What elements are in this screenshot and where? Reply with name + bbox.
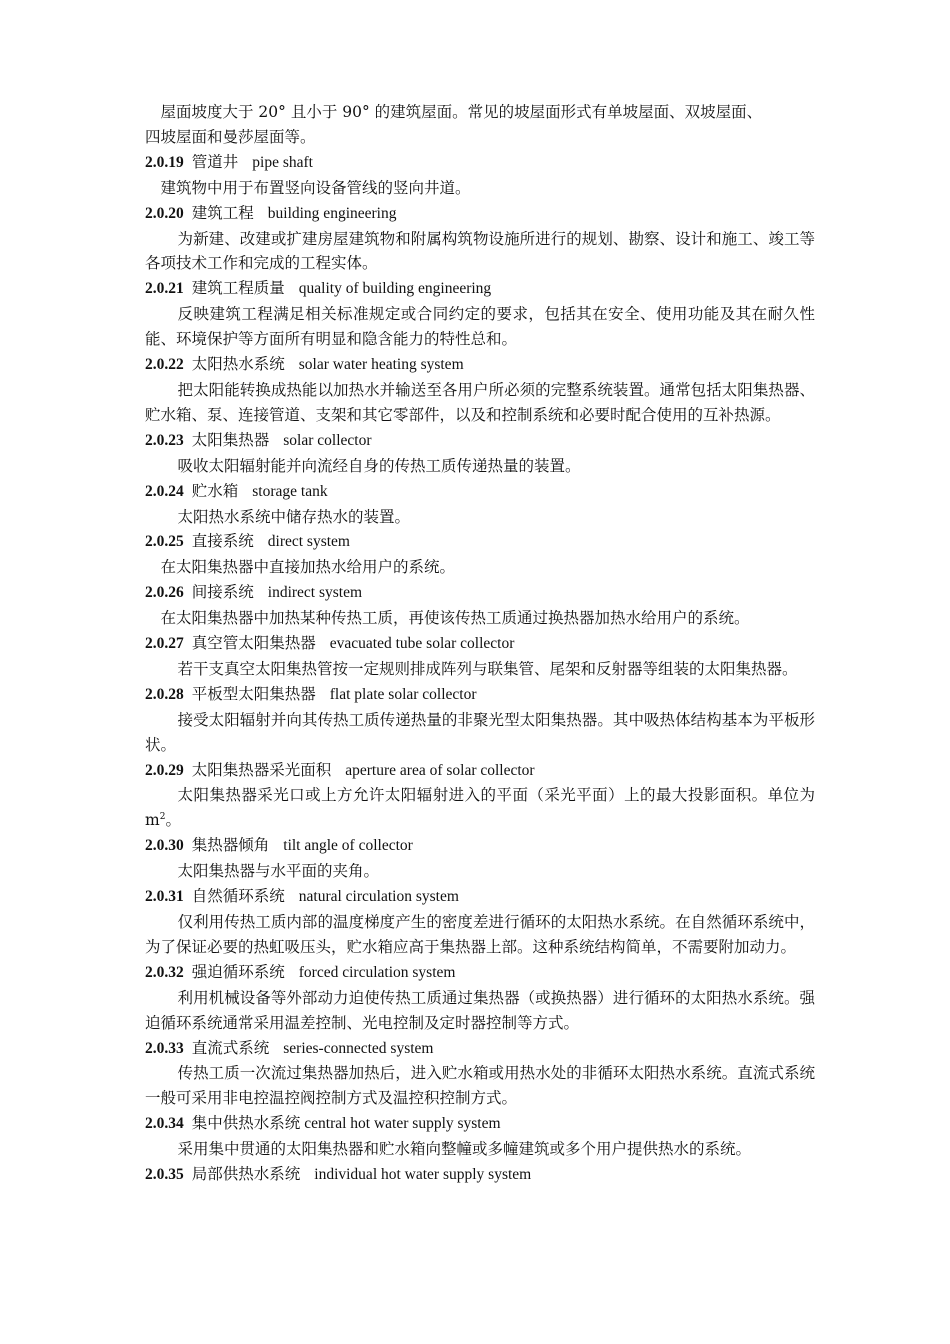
term-heading — [145, 352, 815, 378]
term-number: 2.0.25 — [145, 533, 184, 551]
term-heading — [145, 758, 815, 784]
term-english: evacuated tube solar collector — [329, 635, 515, 653]
term-definition: 利用机械设备等外部动力迫使传热工质通过集热器（或换热器）进行循环的太阳热水系统。强迫循环系统通常采用温差控制、光电控制及定时器控制等方式。 — [145, 988, 815, 1032]
term-definition: 在太阳集热器中加热某种传热工质，再使该传热工质通过换热器加热水给用户的系统。 — [160, 609, 750, 628]
term-definition: 为新建、改建或扩建房屋建筑物和附属构筑物设施所进行的规划、勘察、设计和施工、竣工等各项技术工作和完成的工程实体。 — [145, 229, 815, 273]
term-chinese: 间接系统 — [191, 583, 254, 602]
term-number: 2.0.23 — [145, 431, 184, 449]
term-definition: 仅利用传热工质内部的温度梯度产生的密度差进行循环的太阳热水系统。在自然循环系统中，为了保证必要的热虹吸压头，贮水箱应高于集热器上部。这种系统结构简单，不需要附加动力。 — [145, 913, 815, 956]
term-english: solar water heating system — [298, 356, 464, 374]
term-number: 2.0.19 — [145, 153, 184, 171]
term-heading — [145, 960, 815, 986]
term-number: 2.0.35 — [145, 1166, 184, 1184]
term-chinese: 建筑工程质量 — [191, 279, 285, 298]
term-chinese: 建筑工程 — [191, 203, 254, 222]
term-chinese: 直接系统 — [191, 532, 254, 551]
term-definition: 太阳热水系统中储存热水的装置。 — [177, 507, 411, 526]
term-chinese: 自然循环系统 — [191, 887, 285, 906]
term-english: series-connected system — [283, 1039, 434, 1057]
term-heading — [145, 884, 815, 910]
term-heading — [145, 529, 815, 555]
term-number: 2.0.31 — [145, 888, 184, 906]
term-number: 2.0.22 — [145, 356, 184, 374]
term-definition: 吸收太阳辐射能并向流经自身的传热工质传递热量的装置。 — [177, 456, 581, 475]
term-number: 2.0.27 — [145, 635, 184, 653]
term-number: 2.0.30 — [145, 837, 184, 855]
term-heading — [145, 428, 815, 454]
term-definition: 若干支真空太阳集热管按一定规则排成阵列与联集管、尾架和反射器等组装的太阳集热器。 — [177, 659, 798, 678]
term-chinese: 太阳热水系统 — [191, 355, 285, 374]
term-definition — [145, 783, 815, 833]
term-english: flat plate solar collector — [329, 685, 477, 703]
unit-superscript: 2 — [159, 812, 166, 823]
term-english: building engineering — [267, 204, 397, 222]
term-definition: 太阳集热器与水平面的夹角。 — [177, 862, 380, 881]
term-english: tilt angle of collector — [283, 837, 413, 855]
term-definition: 在太阳集热器中直接加热水给用户的系统。 — [160, 558, 456, 577]
intro-line-1: 屋面坡度大于 20° 且小于 90° 的建筑屋面。常见的坡屋面形式有单坡屋面、双坡屋面、 — [160, 103, 763, 121]
term-heading — [145, 276, 815, 302]
term-heading — [145, 1111, 815, 1137]
term-english: indirect system — [267, 584, 363, 602]
term-number: 2.0.24 — [145, 482, 184, 500]
term-number: 2.0.29 — [145, 761, 184, 779]
term-heading — [145, 1036, 815, 1062]
intro-line-2: 四坡屋面和曼莎屋面等。 — [145, 127, 316, 146]
term-chinese: 集热器倾角 — [191, 836, 270, 855]
term-english: central hot water supply system — [304, 1115, 501, 1133]
term-english: pipe shaft — [252, 153, 313, 171]
term-english: forced circulation system — [298, 963, 456, 981]
term-chinese: 太阳集热器 — [191, 430, 270, 449]
unit-tail: 。 — [165, 811, 181, 830]
term-chinese: 真空管太阳集热器 — [191, 634, 316, 653]
term-chinese: 局部供热水系统 — [191, 1165, 301, 1184]
term-definition: 传热工质一次流过集热器加热后，进入贮水箱或用热水处的非循环太阳热水系统。直流式系统一般可采用非电控温控阀控制方式及温控积控制方式。 — [145, 1064, 815, 1108]
term-english: storage tank — [252, 482, 328, 500]
term-number: 2.0.26 — [145, 584, 184, 602]
term-chinese: 平板型太阳集热器 — [191, 684, 316, 703]
document-page — [145, 100, 815, 1188]
term-number: 2.0.32 — [145, 963, 184, 981]
term-definition: 把太阳能转换成热能以加热水并输送至各用户所必须的完整系统装置。通常包括太阳集热器、贮水箱、泵、连接管道、支架和其它零部件，以及和控制系统和必要时配合使用的互补热源。 — [145, 380, 815, 424]
term-heading — [145, 580, 815, 606]
term-chinese: 集中供热水系统 — [191, 1114, 301, 1133]
term-english: natural circulation system — [298, 888, 459, 906]
term-definition: 接受太阳辐射并向其传热工质传递热量的非聚光型太阳集热器。其中吸热体结构基本为平板形状。 — [145, 710, 815, 754]
term-english: quality of building engineering — [298, 280, 492, 298]
term-chinese: 贮水箱 — [191, 481, 239, 500]
term-definition: 建筑物中用于布置竖向设备管线的竖向井道。 — [160, 178, 471, 197]
term-chinese: 强迫循环系统 — [191, 962, 285, 981]
term-heading — [145, 631, 815, 657]
term-english: individual hot water supply system — [314, 1166, 532, 1184]
term-definition: 采用集中贯通的太阳集热器和贮水箱向整幢或多幢建筑或多个用户提供热水的系统。 — [177, 1140, 752, 1159]
term-number: 2.0.34 — [145, 1115, 184, 1133]
definition-text: 太阳集热器采光口或上方允许太阳辐射进入的平面（采光平面）上的最大投影面积。单位为 — [177, 786, 815, 805]
term-english: solar collector — [283, 431, 372, 449]
term-english: aperture area of solar collector — [345, 761, 535, 779]
term-heading — [145, 150, 815, 176]
term-heading — [145, 1162, 815, 1188]
term-english: direct system — [267, 533, 350, 551]
term-heading — [145, 479, 815, 505]
term-heading — [145, 201, 815, 227]
term-chinese: 管道井 — [191, 152, 239, 171]
term-number: 2.0.20 — [145, 204, 184, 222]
term-chinese: 直流式系统 — [191, 1038, 270, 1057]
term-chinese: 太阳集热器采光面积 — [191, 760, 332, 779]
unit-symbol: m — [145, 811, 160, 830]
term-heading — [145, 682, 815, 708]
term-number: 2.0.33 — [145, 1039, 184, 1057]
term-definition: 反映建筑工程满足相关标准规定或合同约定的要求，包括其在安全、使用功能及其在耐久性能、环境保护等方面所有明显和隐含能力的特性总和。 — [145, 305, 815, 349]
term-number: 2.0.21 — [145, 280, 184, 298]
term-number: 2.0.28 — [145, 685, 184, 703]
term-heading — [145, 833, 815, 859]
